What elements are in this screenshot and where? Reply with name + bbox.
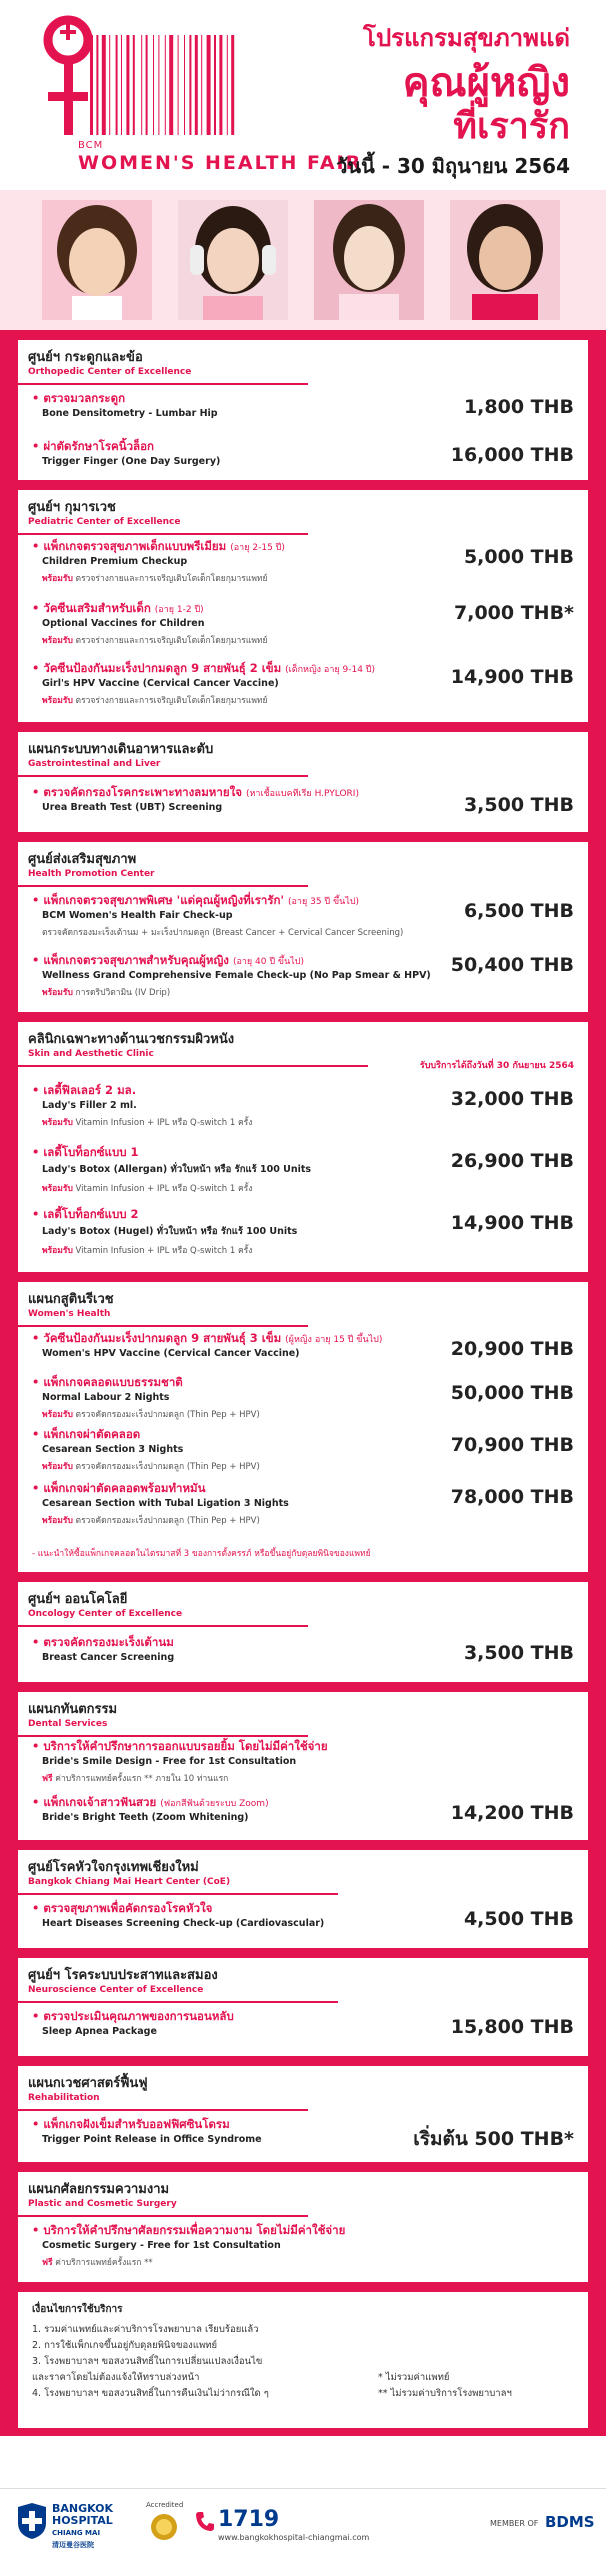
section-pediatric <box>18 490 588 722</box>
item-note: พร้อมรับ ตรวจคัดกรองมะเร็งปากมดลูก (Thin Pep + HPV) <box>42 1516 260 1526</box>
skin-validity-note: รับบริการได้ถึงวันที่ 30 กันยายน 2564 <box>419 1061 574 1071</box>
footnote-double-star: ** ไม่รวมค่าบริการโรงพยาบาลฯ <box>378 2388 512 2399</box>
item-note: พร้อมรับ Vitamin Infusion + IPL หรือ Q-switch 1 ครั้ง <box>42 1118 253 1128</box>
section-header <box>18 340 308 385</box>
item-price: 32,000 THB <box>450 1088 574 1110</box>
section-title-en: Health Promotion Center <box>28 869 155 879</box>
item-price: 7,000 THB* <box>454 602 574 624</box>
item-note: ตรวจคัดกรองมะเร็งเต้านม + มะเร็งปากมดลูก (Breast Cancer + Cervical Cancer Screening) <box>42 928 404 938</box>
section-title-th: ศูนย์ส่งเสริมสุขภาพ <box>28 852 137 867</box>
item-title-en: Cosmetic Surgery - Free for 1st Consultation <box>42 2240 281 2251</box>
phone-icon <box>196 2511 214 2531</box>
promo-date: วันนี้ - 30 มิถุนายน 2564 <box>336 154 570 178</box>
section-header <box>18 1582 308 1627</box>
phone-number[interactable]: 1719 <box>218 2507 280 2532</box>
section-title-en: Dental Services <box>28 1719 108 1729</box>
item-title-th: • เลดี้ฟิลเลอร์ 2 มล. <box>32 1082 572 1100</box>
website-link[interactable]: www.bangkokhospital-chiangmai.com <box>218 2533 370 2542</box>
section-title-en: Skin and Aesthetic Clinic <box>28 1049 154 1059</box>
item-price: 50,000 THB <box>450 1382 574 1404</box>
woman-photo <box>314 200 424 320</box>
item-title-th: • แพ็กเกจผ่าตัดคลอด <box>32 1426 572 1444</box>
item-title-en: Lady's Filler 2 ml. <box>42 1100 137 1111</box>
condition-line: 1. รวมค่าแพทย์และค่าบริการโรงพยาบาล เรียบร้อยแล้ว <box>32 2324 259 2335</box>
item-price: 16,000 THB <box>450 444 574 466</box>
section-title-en: Orthopedic Center of Excellence <box>28 367 192 377</box>
item-title-en: Children Premium Checkup <box>42 556 188 567</box>
item-title-en: Girl's HPV Vaccine (Cervical Cancer Vaccine) <box>42 678 279 689</box>
main-content <box>0 330 606 2436</box>
item-note: พร้อมรับ ตรวจร่างกายและการเจริญเติบโตเด็กโดยกุมารแพทย์ <box>42 574 268 584</box>
item-title-th: • แพ็กเกจผ่าตัดคลอดพร้อมทำหมัน <box>32 1480 572 1498</box>
headline-line-1: โปรแกรมสุขภาพแด่ <box>363 24 570 52</box>
item-title-en: Trigger Finger (One Day Surgery) <box>42 456 221 467</box>
section-title-th: แผนกทันตกรรม <box>28 1702 118 1717</box>
section-title-en: Bangkok Chiang Mai Heart Center (CoE) <box>28 1877 231 1887</box>
item-price: 1,800 THB <box>463 396 574 418</box>
section-plastic <box>18 2172 588 2282</box>
item-price: เริ่มต้น 500 THB* <box>413 2128 574 2150</box>
item-title-en: Trigger Point Release in Office Syndrome <box>42 2134 262 2145</box>
mature-woman-photo <box>450 200 560 320</box>
section-header <box>18 732 308 777</box>
item-title-en: Cesarean Section with Tubal Ligation 3 Nights <box>42 1498 289 1509</box>
brand-bcm: BCM <box>78 140 104 151</box>
item-title-th: • ตรวจคัดกรองมะเร็งเต้านม <box>32 1634 572 1652</box>
section-title-th: แผนกเวชศาสตร์ฟื้นฟู <box>28 2076 148 2091</box>
item-title-en: Bride's Bright Teeth (Zoom Whitening) <box>42 1812 249 1823</box>
footer <box>0 2488 606 2559</box>
hero-banner <box>0 0 606 190</box>
barcode-graphic <box>90 35 310 135</box>
item-title-th: • บริการให้คำปรึกษาศัลยกรรมเพื่อความงาม โดยไม่มีค่าใช้จ่าย <box>32 2222 572 2240</box>
item-price: 5,000 THB <box>463 546 574 568</box>
price-footnotes <box>378 2370 512 2402</box>
list-item <box>32 2222 572 2269</box>
item-title-th: • ตรวจสุขภาพเพื่อคัดกรองโรคหัวใจ <box>32 1900 572 1918</box>
hospital-name: BANGKOK HOSPITAL CHIANG MAI 清迈曼谷医院 <box>52 2502 114 2549</box>
item-title-th: • ตรวจประเมินคุณภาพของการนอนหลับ <box>32 2008 572 2026</box>
item-title-en: Sleep Apnea Package <box>42 2026 157 2037</box>
section-title-th: ศูนย์ฯ ออนโคโลยี <box>28 1592 128 1607</box>
item-note: ฟรี ค่าบริการแพทย์ครั้งแรก ** ภายใน 10 ท่านแรก <box>42 1774 229 1784</box>
section-heart <box>18 1850 588 1948</box>
section-title-en: Pediatric Center of Excellence <box>28 517 181 527</box>
item-title-en: BCM Women's Health Fair Check-up <box>42 910 233 921</box>
item-title-en: Optional Vaccines for Children <box>42 618 205 629</box>
accredited-label: Accredited <box>146 2501 184 2509</box>
section-title-en: Rehabilitation <box>28 2093 100 2103</box>
headline-line-2: คุณผู้หญิง <box>402 60 570 106</box>
section-title-en: Women's Health <box>28 1309 111 1319</box>
item-title-en: Women's HPV Vaccine (Cervical Cancer Vaccine) <box>42 1348 300 1359</box>
brand-title: WOMEN'S HEALTH FAIR <box>78 152 363 174</box>
member-of-label: MEMBER OF <box>490 2519 539 2528</box>
section-title-en: Oncology Center of Excellence <box>28 1609 183 1619</box>
item-price: 3,500 THB <box>463 794 574 816</box>
section-neuro <box>18 1958 588 2056</box>
section-title-en: Gastrointestinal and Liver <box>28 759 161 769</box>
condition-line: 2. การใช้แพ็กเกจขึ้นอยู่กับดุลยพินิจของแพทย์ <box>32 2340 218 2351</box>
item-title-th: • แพ็กเกจตรวจสุขภาพเด็กแบบพรีเมียม (อายุ 2-15 ปี) <box>32 538 572 556</box>
item-title-th: • ผ่าตัดรักษาโรคนิ้วล็อก <box>32 438 572 456</box>
section-dental <box>18 1692 588 1840</box>
section-title-th: ศูนย์ฯ กระดูกและข้อ <box>28 350 143 365</box>
item-title-en: Breast Cancer Screening <box>42 1652 175 1663</box>
section-skin <box>18 1022 588 1272</box>
item-note: ฟรี ค่าบริการแพทย์ครั้งแรก ** <box>42 2258 153 2268</box>
item-title-th: • แพ็กเกจเจ้าสาวฟันสวย (ฟอกสีฟันด้วยระบบ Zoom) <box>32 1794 572 1812</box>
section-title-th: ศูนย์ฯ โรคระบบประสาทและสมอง <box>28 1968 218 1983</box>
item-title-th: • เลดี้โบท็อกซ์แบบ 1 <box>32 1144 572 1162</box>
item-price: 70,900 THB <box>450 1434 574 1456</box>
section-health-promotion <box>18 842 588 1012</box>
section-header <box>18 842 308 887</box>
section-title-th: แผนกศัลยกรรมความงาม <box>28 2182 170 2197</box>
section-title-th: คลินิกเฉพาะทางด้านเวชกรรมผิวหนัง <box>28 1032 235 1047</box>
conditions-list <box>32 2322 269 2402</box>
section-title-th: แผนกระบบทางเดินอาหารและตับ <box>28 742 214 757</box>
item-title-en: Normal Labour 2 Nights <box>42 1392 170 1403</box>
item-title-th: • เลดี้โบท็อกซ์แบบ 2 <box>32 1206 572 1224</box>
item-title-th: • แพ็กเกจคลอดแบบธรรมชาติ <box>32 1374 572 1392</box>
section-oncology <box>18 1582 588 1682</box>
item-title-en: Lady's Botox (Hugel) ทั่วใบหน้า หรือ รักแร้ 100 Units <box>42 1226 298 1237</box>
section-header <box>18 2172 308 2217</box>
section-title-th: ศูนย์โรคหัวใจกรุงเทพเชียงใหม่ <box>28 1860 199 1875</box>
item-note: พร้อมรับ การดริปวิตามิน (IV Drip) <box>42 988 171 998</box>
section-title-en: Neuroscience Center of Excellence <box>28 1985 204 1995</box>
section-orthopedic <box>18 340 588 480</box>
item-title-th: • ตรวจคัดกรองโรคกระเพาะทางลมหายใจ (หาเชื้อแบคทีเรีย H.PYLORI) <box>32 784 572 802</box>
item-price: 15,800 THB <box>450 2016 574 2038</box>
item-price: 50,400 THB <box>450 954 574 976</box>
section-rehab <box>18 2066 588 2162</box>
item-price: 20,900 THB <box>450 1338 574 1360</box>
section-header <box>18 1022 368 1067</box>
item-price: 26,900 THB <box>450 1150 574 1172</box>
condition-line: 3. โรงพยาบาลฯ ขอสงวนสิทธิ์ในการเปลี่ยนแปลงเงื่อนไข <box>32 2356 263 2367</box>
teen-photo <box>178 200 288 320</box>
section-header <box>18 1958 338 2003</box>
section-header <box>18 1692 308 1737</box>
item-title-th: • วัคซีนเสริมสำหรับเด็ก (อายุ 1-2 ปี) <box>32 600 572 618</box>
item-title-th: • วัคซีนป้องกันมะเร็งปากมดลูก 9 สายพันธุ์ 2 เข็ม (เด็กหญิง อายุ 9-14 ปี) <box>32 660 572 678</box>
section-header <box>18 1850 338 1895</box>
item-title-en: Lady's Botox (Allergan) ทั่วใบหน้า หรือ รักแร้ 100 Units <box>42 1164 312 1175</box>
headline-line-3: ที่เรารัก <box>453 106 570 147</box>
item-price: 6,500 THB <box>463 900 574 922</box>
item-note: พร้อมรับ ตรวจคัดกรองมะเร็งปากมดลูก (Thin Pep + HPV) <box>42 1410 260 1420</box>
footnote-star: * ไม่รวมค่าแพทย์ <box>378 2372 450 2383</box>
women-footnote: - แนะนำให้ซื้อแพ็กเกจคลอดในไตรมาสที่ 3 ของการตั้งครรภ์ หรือขึ้นอยู่กับดุลยพินิจของแพทย์ <box>32 1549 371 1559</box>
item-title-en: Bone Densitometry - Lumbar Hip <box>42 408 218 419</box>
section-title-th: ศูนย์ฯ กุมารเวช <box>28 500 116 515</box>
item-title-th: • วัคซีนป้องกันมะเร็งปากมดลูก 9 สายพันธุ์ 3 เข็ม (ผู้หญิง อายุ 15 ปี ขึ้นไป) <box>32 1330 572 1348</box>
item-title-th: • ตรวจมวลกระดูก <box>32 390 572 408</box>
item-note: พร้อมรับ ตรวจร่างกายและการเจริญเติบโตเด็กโดยกุมารแพทย์ <box>42 696 268 706</box>
condition-line: 4. โรงพยาบาลฯ ขอสงวนสิทธิ์ในการคืนเงินไม่ว่ากรณีใด ๆ <box>32 2388 269 2399</box>
item-title-en: Urea Breath Test (UBT) Screening <box>42 802 223 813</box>
item-price: 4,500 THB <box>463 1908 574 1930</box>
section-header <box>18 2066 308 2111</box>
section-womens-health <box>18 1282 588 1572</box>
bdms-logo: BDMS <box>545 2513 595 2531</box>
item-note: พร้อมรับ Vitamin Infusion + IPL หรือ Q-switch 1 ครั้ง <box>42 1184 253 1194</box>
item-note: พร้อมรับ ตรวจร่างกายและการเจริญเติบโตเด็กโดยกุมารแพทย์ <box>42 636 268 646</box>
hospital-logo-icon <box>16 2503 48 2539</box>
condition-line: และราคาโดยไม่ต้องแจ้งให้ทราบล่วงหน้า <box>32 2372 200 2383</box>
item-price: 14,900 THB <box>450 1212 574 1234</box>
item-title-en: Wellness Grand Comprehensive Female Check-up (No Pap Smear & HPV) <box>42 970 431 981</box>
item-price: 78,000 THB <box>450 1486 574 1508</box>
accreditation-badge-icon <box>150 2513 178 2541</box>
section-header <box>18 490 308 535</box>
item-price: 14,200 THB <box>450 1802 574 1824</box>
section-title-th: แผนกสูตินรีเวช <box>28 1292 114 1307</box>
item-title-th: • แพ็กเกจตรวจสุขภาพพิเศษ 'แด่คุณผู้หญิงที่เรารัก' (อายุ 35 ปี ขึ้นไป) <box>32 892 572 910</box>
section-header <box>18 1282 308 1327</box>
item-price: 3,500 THB <box>463 1642 574 1664</box>
item-note: พร้อมรับ Vitamin Infusion + IPL หรือ Q-switch 1 ครั้ง <box>42 1246 253 1256</box>
item-price: 14,900 THB <box>450 666 574 688</box>
list-item <box>32 1738 572 1785</box>
conditions-title: เงื่อนไขการใช้บริการ <box>32 2304 123 2315</box>
section-gastro <box>18 732 588 832</box>
item-note: พร้อมรับ ตรวจคัดกรองมะเร็งปากมดลูก (Thin Pep + HPV) <box>42 1462 260 1472</box>
girl-photo <box>42 200 152 320</box>
item-title-en: Bride's Smile Design - Free for 1st Consultation <box>42 1756 297 1767</box>
item-title-en: Cesarean Section 3 Nights <box>42 1444 184 1455</box>
item-title-en: Heart Diseases Screening Check-up (Cardiovascular) <box>42 1918 325 1929</box>
item-title-th: • แพ็กเกจฝังเข็มสำหรับออฟฟิศซินโดรม <box>32 2116 572 2134</box>
item-title-th: • บริการให้คำปรึกษาการออกแบบรอยยิ้ม โดยไม่มีค่าใช้จ่าย <box>32 1738 572 1756</box>
section-title-en: Plastic and Cosmetic Surgery <box>28 2199 177 2209</box>
conditions-box <box>18 2292 588 2428</box>
item-title-th: • แพ็กเกจตรวจสุขภาพสำหรับคุณผู้หญิง (อายุ 40 ปี ขึ้นไป) <box>32 952 572 970</box>
photo-strip <box>0 190 606 330</box>
